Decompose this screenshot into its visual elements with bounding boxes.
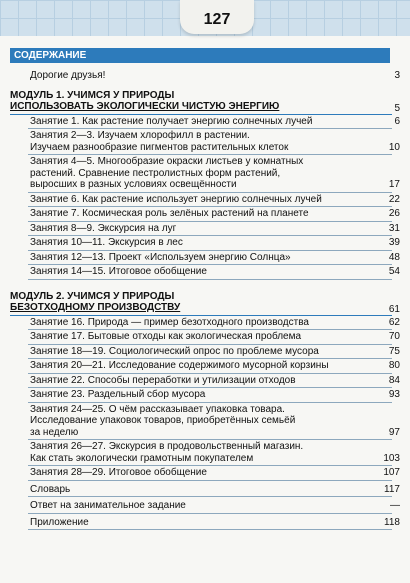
- toc-entry: Занятие 7. Космическая роль зелёных растений на планете: [30, 208, 309, 219]
- page-ref: 26: [388, 208, 400, 219]
- toc-entry: Занятие 23. Раздельный сбор мусора: [30, 389, 206, 400]
- separator-line: [28, 206, 392, 207]
- separator-line: [28, 279, 392, 280]
- separator-line: [10, 114, 392, 115]
- toc-entry: Занятие 16. Природа — пример безотходного производства: [30, 316, 309, 328]
- separator-line: [28, 358, 392, 359]
- separator-line: [28, 221, 392, 222]
- separator-line: [28, 329, 392, 330]
- page-ref: 75: [388, 345, 400, 357]
- separator-line: [28, 529, 392, 530]
- separator-line: [10, 315, 392, 316]
- toc-entry: растений. Сравнение пестролистных форм растений,: [30, 167, 281, 179]
- page-ref: 31: [388, 222, 400, 234]
- toc-entry: Занятия 10—11. Экскурсия в лес: [30, 237, 183, 248]
- toc-entry: Занятия 20—21. Исследование содержимого мусорной корзины: [30, 360, 329, 371]
- contents-header: СОДЕРЖАНИЕ: [14, 50, 87, 61]
- toc-entry-intro: Дорогие друзья!: [30, 70, 106, 81]
- page-ref: 103: [383, 452, 400, 464]
- page-ref: 17: [388, 179, 400, 190]
- page-ref: 39: [388, 237, 400, 248]
- page-ref: 80: [388, 360, 400, 371]
- toc-entry: Занятия 8—9. Экскурсия на луг: [30, 222, 177, 234]
- page-ref: —: [390, 500, 400, 511]
- toc-entry: Занятия 4—5. Многообразие окраски листьев у комнатных: [30, 156, 304, 167]
- page-ref: 70: [388, 331, 400, 342]
- toc-entry: Занятия 14—15. Итоговое обобщение: [30, 266, 207, 277]
- separator-line: [28, 235, 392, 236]
- separator-line: [28, 402, 392, 403]
- toc-entry: Исследование упаковок товаров, приобретённых семьёй: [30, 415, 296, 426]
- separator-line: [28, 480, 392, 481]
- page-ref: 97: [388, 426, 400, 438]
- page-ref: 22: [388, 193, 400, 205]
- toc-entry: Занятия 24—25. О чём рассказывает упаковка товара.: [30, 403, 285, 415]
- separator-line: [28, 439, 392, 440]
- toc-entry-appendix: Приложение: [30, 516, 89, 528]
- page-ref: 5: [394, 103, 400, 114]
- separator-line: [28, 250, 392, 251]
- toc-entry: Занятие 17. Бытовые отходы как экологическая проблема: [30, 331, 302, 342]
- separator-line: [28, 387, 392, 388]
- toc-entry: Как стать экологически грамотным покупателем: [30, 452, 254, 464]
- toc-entry: выросших в разных условиях освещённости: [30, 179, 237, 190]
- module-title: МОДУЛЬ 2. УЧИМСЯ У ПРИРОДЫ: [10, 290, 175, 302]
- page-ref: 93: [388, 389, 400, 400]
- page-ref: 107: [383, 467, 400, 478]
- page-ref: 3: [394, 70, 400, 81]
- toc-entry: Занятие 22. Способы переработки и утилизации отходов: [30, 374, 296, 386]
- page-ref: 6: [394, 115, 400, 127]
- separator-line: [28, 128, 392, 129]
- module-title: МОДУЛЬ 1. УЧИМСЯ У ПРИРОДЫ: [10, 89, 175, 101]
- page-ref: 117: [384, 483, 400, 495]
- separator-line: [28, 154, 392, 155]
- page-ref: 61: [388, 304, 400, 315]
- toc-entry: Занятия 12—13. Проект «Используем энергию Солнца»: [30, 251, 291, 263]
- toc-entry: Занятие 6. Как растение использует энергию солнечных лучей: [30, 193, 322, 205]
- page-ref: 62: [388, 316, 400, 328]
- page-ref: 54: [388, 266, 400, 277]
- separator-line: [28, 192, 392, 193]
- toc-entry: за неделю: [30, 426, 79, 438]
- page-ref: 84: [388, 374, 400, 386]
- toc-entry-appendix: Ответ на занимательное задание: [30, 500, 186, 511]
- separator-line: [28, 344, 392, 345]
- page-ref: 48: [388, 251, 400, 263]
- toc-entry: Занятия 26—27. Экскурсия в продовольственный магазин.: [30, 441, 304, 452]
- page-number: 127: [180, 0, 254, 34]
- separator-line: [28, 496, 392, 497]
- page-ref: 10: [388, 141, 400, 153]
- module-subtitle: ИСПОЛЬЗОВАТЬ ЭКОЛОГИЧЕСКИ ЧИСТУЮ ЭНЕРГИЮ: [10, 101, 280, 112]
- separator-line: [28, 513, 392, 514]
- toc-entry: Занятие 1. Как растение получает энергию солнечных лучей: [30, 115, 313, 127]
- toc-entry: Занятия 2—3. Изучаем хлорофилл в растении.: [30, 130, 250, 141]
- page-ref: 118: [384, 516, 400, 528]
- toc-entry-appendix: Словарь: [30, 483, 71, 495]
- separator-line: [28, 264, 392, 265]
- toc-entry: Занятия 28—29. Итоговое обобщение: [30, 467, 207, 478]
- toc-entry: Изучаем разнообразие пигментов растительных клеток: [30, 141, 289, 153]
- separator-line: [28, 373, 392, 374]
- toc-entry: Занятие 18—19. Социологический опрос по проблеме мусора: [30, 345, 319, 357]
- module-subtitle: БЕЗОТХОДНОМУ ПРОИЗВОДСТВУ: [10, 302, 181, 313]
- separator-line: [28, 465, 392, 466]
